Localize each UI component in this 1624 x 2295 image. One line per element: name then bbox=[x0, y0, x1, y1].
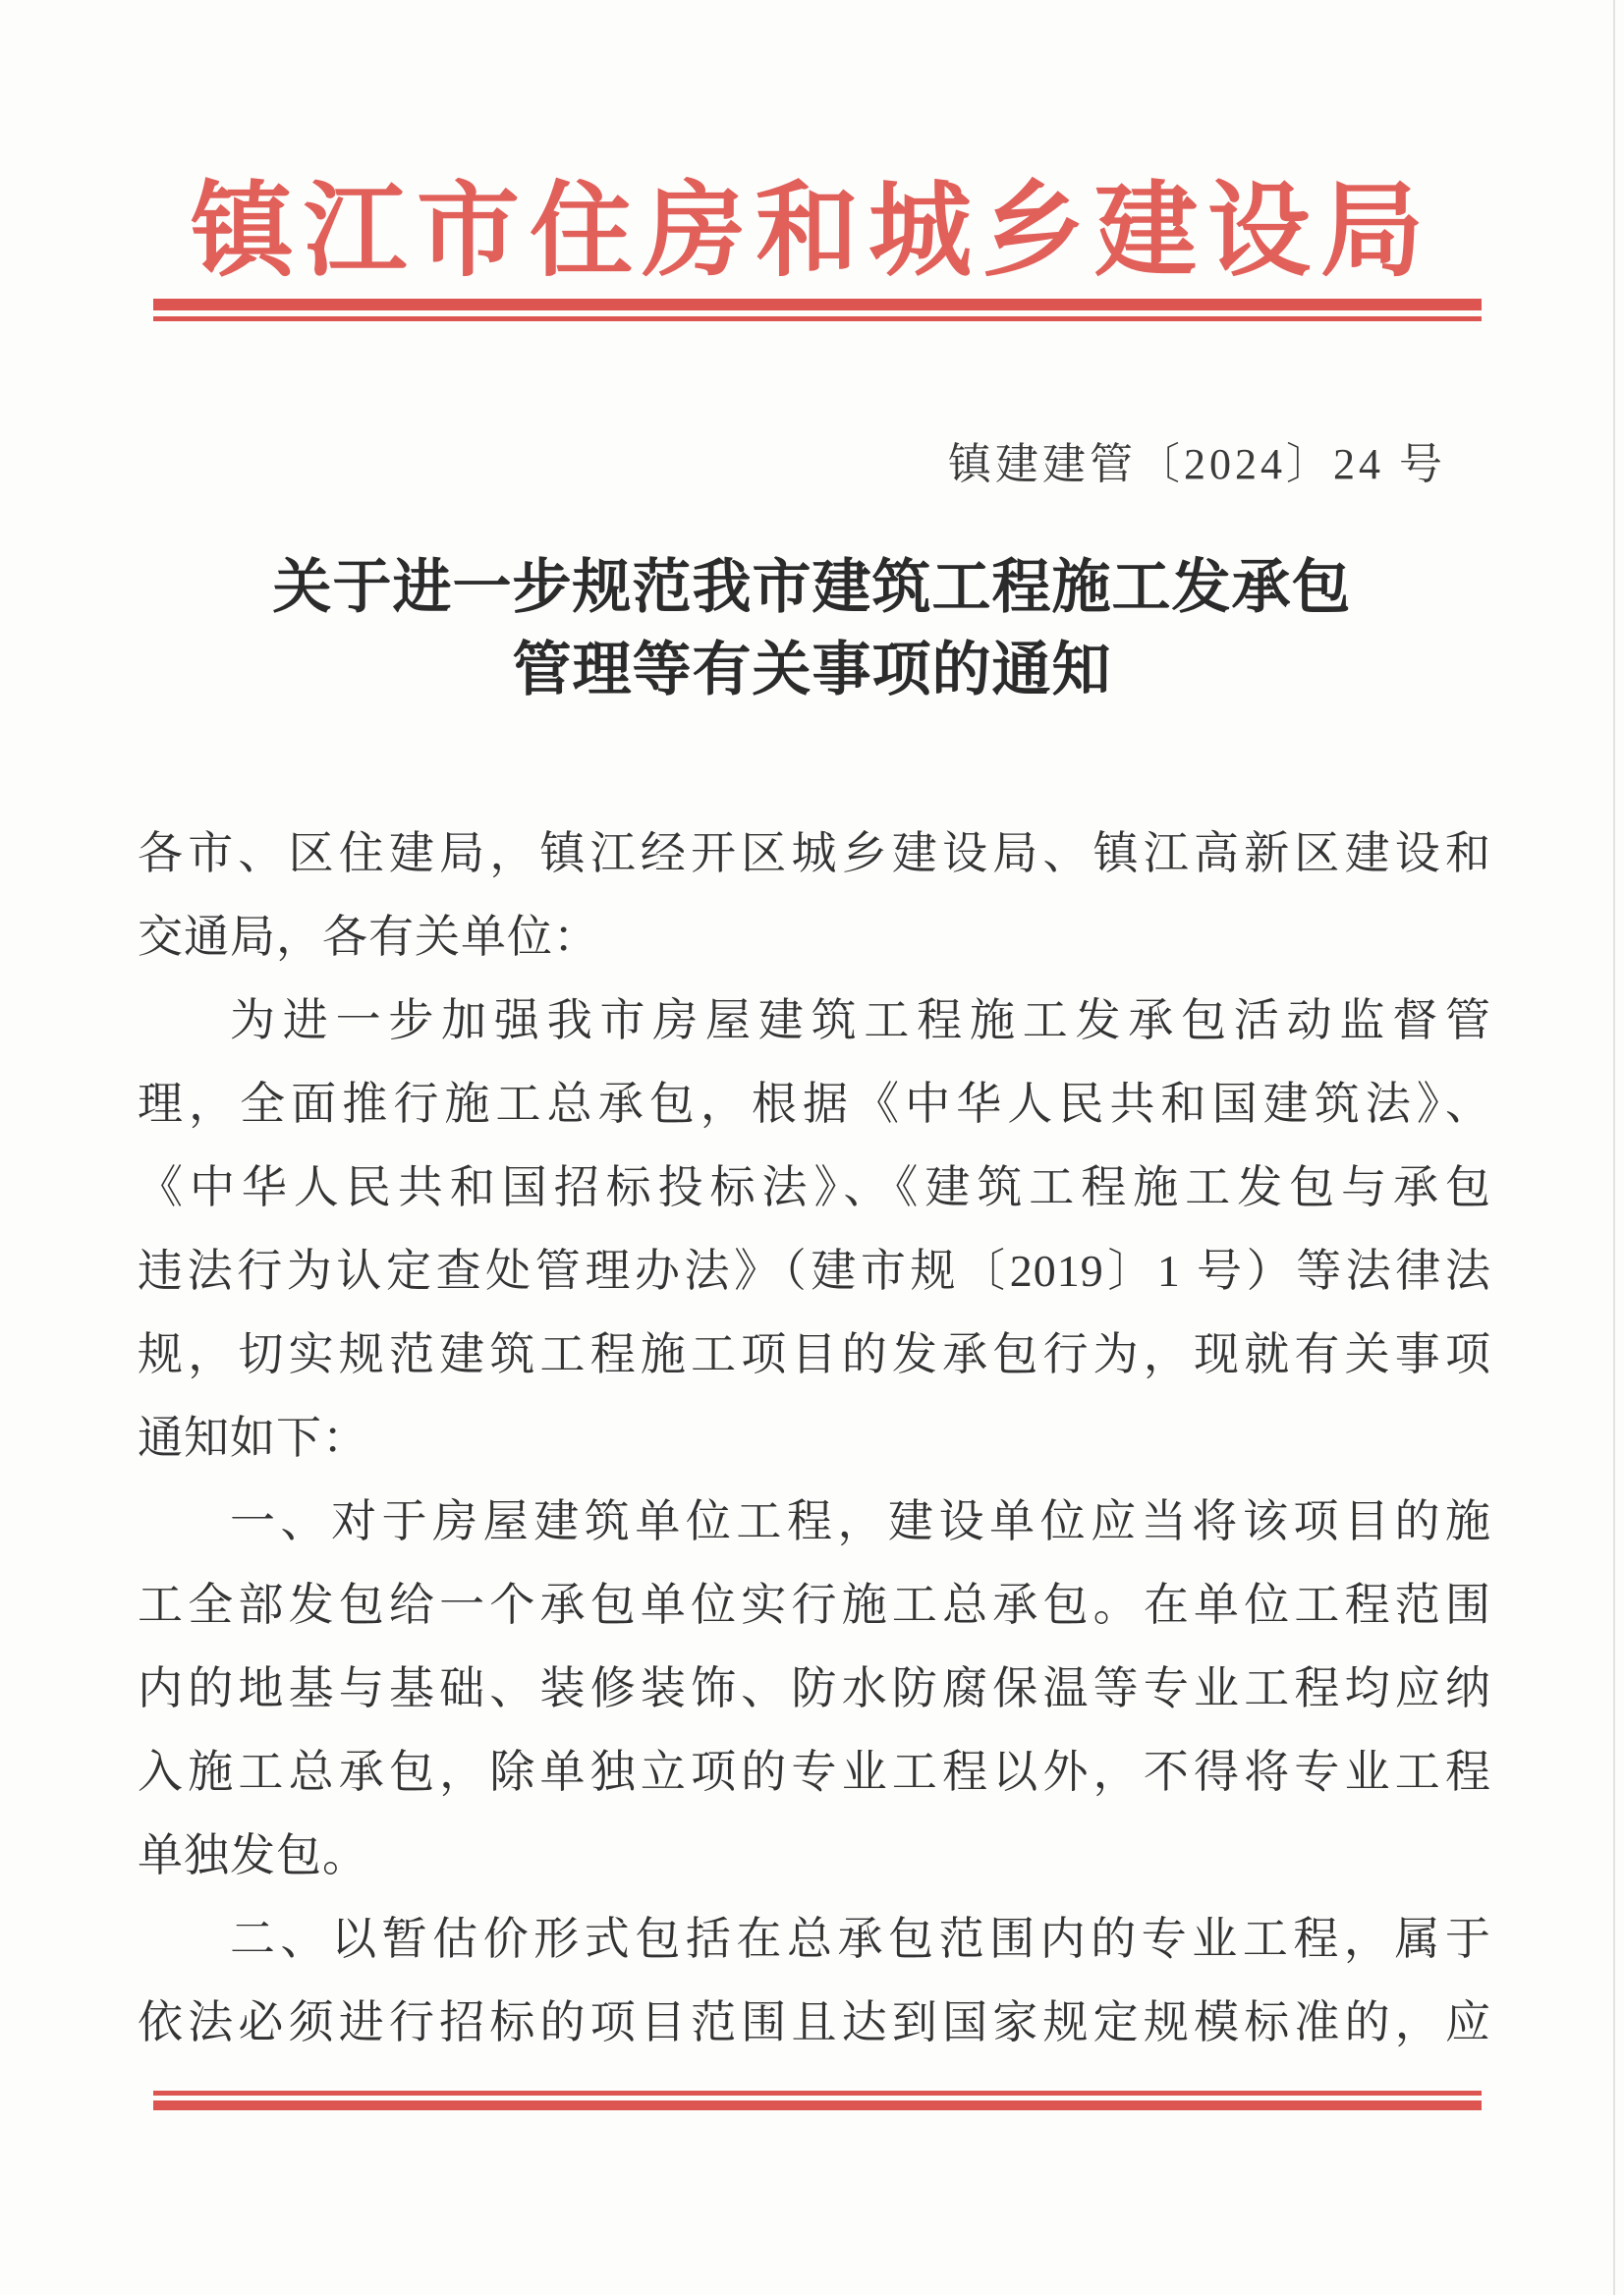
body-line: 工全部发包给一个承包单位实行施工总承包。在单位工程范围 bbox=[138, 1580, 1491, 1630]
doc-title-line-1: 关于进一步规范我市建筑工程施工发承包 bbox=[272, 555, 1352, 620]
doc-title bbox=[0, 546, 1624, 711]
footer-separator-thick bbox=[153, 2100, 1482, 2110]
doc-number: 镇建建管〔2024〕24 号 bbox=[948, 440, 1446, 488]
doc-title-line-2: 管理等有关事项的通知 bbox=[512, 638, 1112, 702]
body-line: 《中华人民共和国招标投标法》、《建筑工程施工发包与承包 bbox=[138, 1162, 1491, 1212]
footer-separator-thin bbox=[153, 2091, 1482, 2096]
body-line: 通知如下： bbox=[138, 1413, 368, 1463]
letterhead-separator-thick bbox=[153, 299, 1482, 310]
body-line: 二、以暂估价形式包括在总承包范围内的专业工程，属于 bbox=[230, 1914, 1491, 1964]
body-line: 各市、区住建局，镇江经开区城乡建设局、镇江高新区建设和 bbox=[138, 828, 1491, 878]
body-line: 违法行为认定查处管理办法》（建市规〔2019〕1 号）等法律法 bbox=[138, 1246, 1491, 1296]
body-line: 一、对于房屋建筑单位工程，建设单位应当将该项目的施 bbox=[230, 1496, 1491, 1546]
body-line: 规，切实规范建筑工程施工项目的发承包行为，现就有关事项 bbox=[138, 1329, 1491, 1379]
body-line: 理，全面推行施工总承包，根据《中华人民共和国建筑法》、 bbox=[138, 1079, 1491, 1129]
body-line: 单独发包。 bbox=[138, 1830, 368, 1880]
body-line: 交通局，各有关单位： bbox=[138, 912, 599, 962]
body-text bbox=[138, 812, 1491, 2064]
body-line: 依法必须进行招标的项目范围且达到国家规定规模标准的，应 bbox=[138, 1997, 1491, 2047]
body-line: 为进一步加强我市房屋建筑工程施工发承包活动监督管 bbox=[230, 995, 1491, 1045]
body-line: 内的地基与基础、装修装饰、防水防腐保温等专业工程均应纳 bbox=[138, 1663, 1491, 1713]
scan-edge-artifact bbox=[1613, 0, 1615, 2295]
letterhead-separator-thin bbox=[153, 316, 1482, 321]
letterhead-agency-name: 镇江市住房和城乡建设局 bbox=[190, 174, 1433, 289]
body-line: 入施工总承包，除单独立项的专业工程以外，不得将专业工程 bbox=[138, 1747, 1491, 1797]
